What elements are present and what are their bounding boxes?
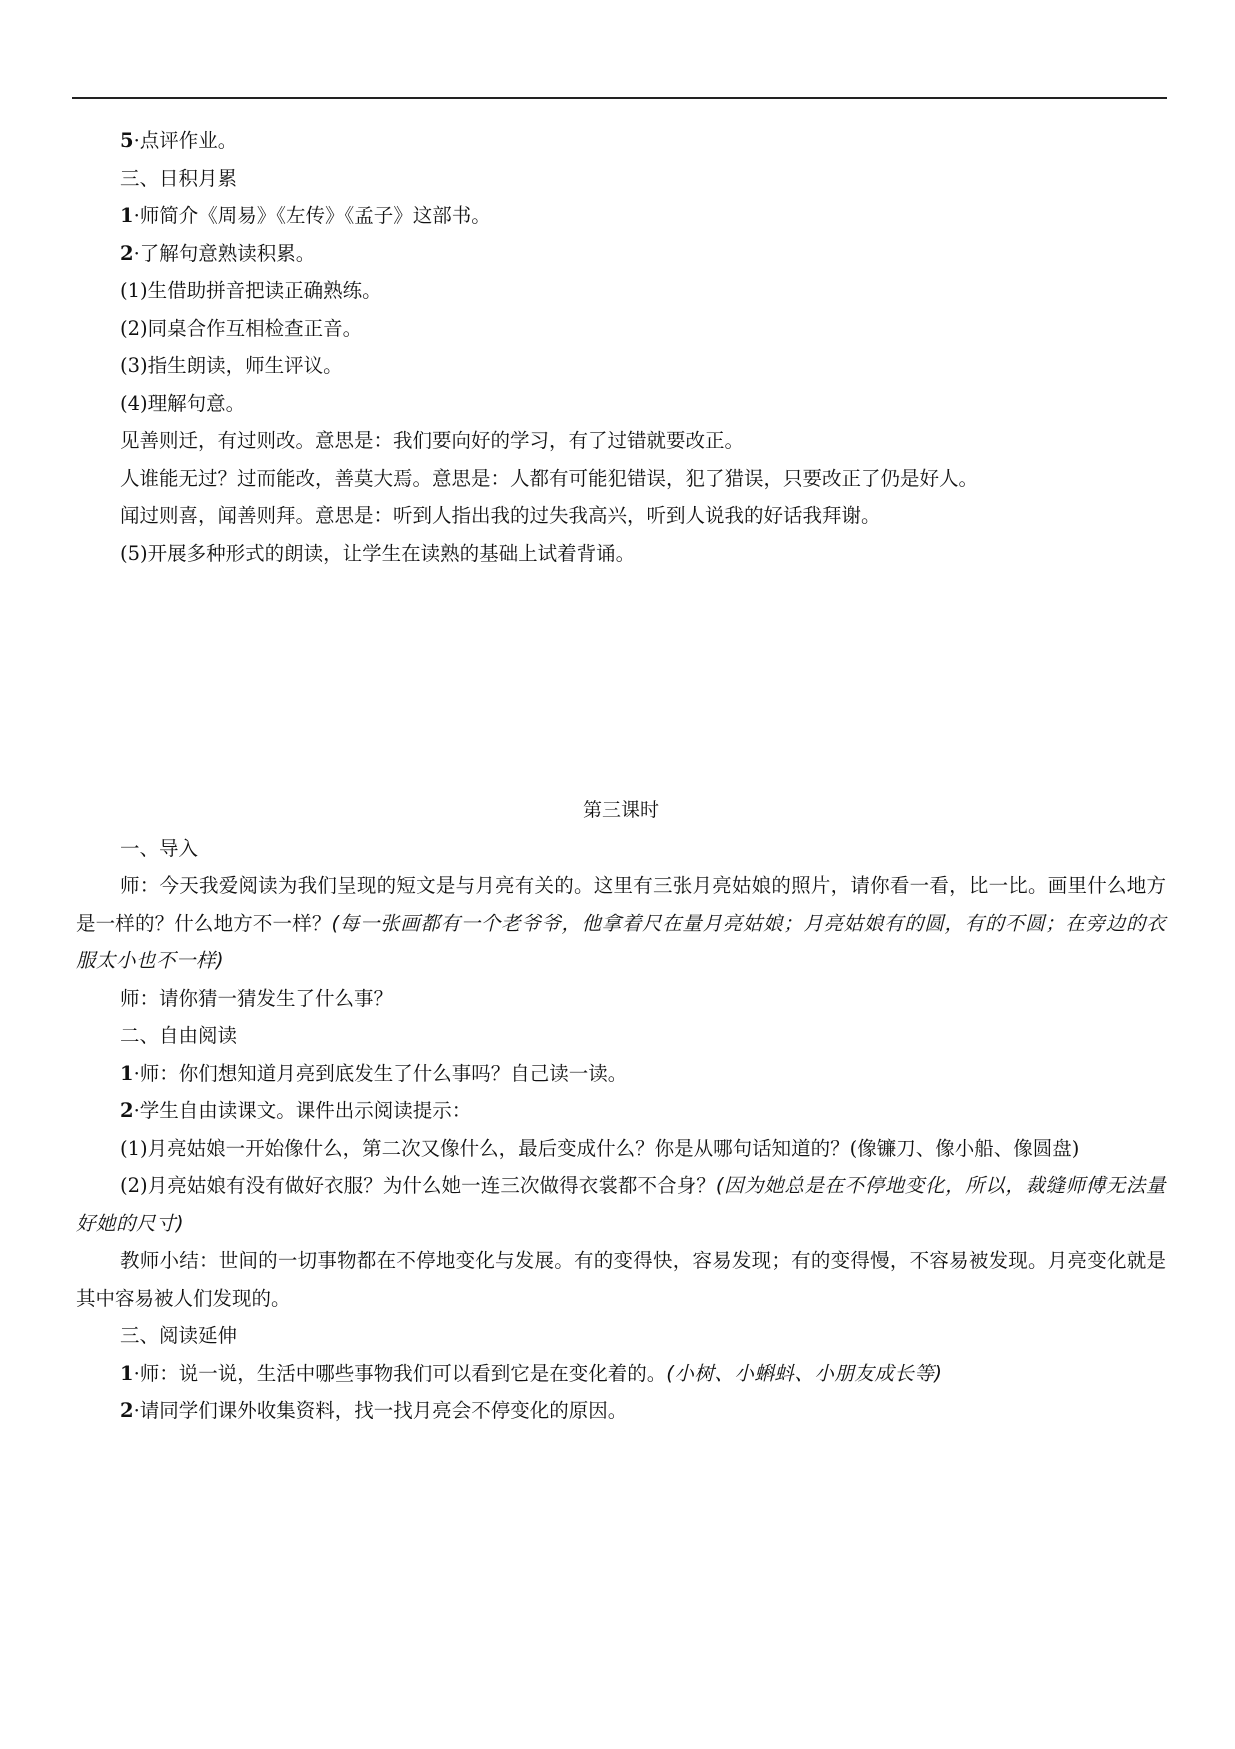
extension-item-1: 1·师：说一说，生活中哪些事物我们可以看到它是在变化着的。(小树、小蝌蚪、小朋友成长等)	[120, 1361, 943, 1385]
section-heading-3: 三、日积月累	[120, 166, 238, 190]
section-heading-2: 二、自由阅读	[120, 1024, 238, 1047]
sub-item-3: (3)指生朗读，师生评议。	[120, 354, 343, 377]
page-gap	[76, 572, 1166, 792]
reading-item-2: 2·学生自由读课文。课件出示阅读提示：	[120, 1099, 472, 1122]
extension-item-2: 2·请同学们课外收集资料，找一找月亮会不停变化的原因。	[120, 1399, 628, 1422]
section-heading-3b: 三、阅读延伸	[120, 1324, 238, 1347]
section-heading-1: 一、导入	[120, 836, 199, 860]
item-1: 1·师简介《周易》《左传》《孟子》这部书。	[120, 204, 491, 227]
proverb-2: 人谁能无过？过而能改，善莫大焉。意思是：人都有可能犯错误，犯了猎误，只要改正了仍是好人。	[120, 466, 979, 490]
document-body	[76, 122, 1166, 1430]
reading-item-1: 1·师：你们想知道月亮到底发生了什么事吗？自己读一读。	[120, 1061, 628, 1085]
lesson-title: 第三课时	[582, 799, 659, 821]
proverb-1: 见善则迁，有过则改。意思是：我们要向好的学习，有了过错就要改正。	[120, 429, 745, 452]
sub-item-1: (1)生借助拼音把读正确熟练。	[120, 279, 382, 302]
item-2: 2·了解句意熟读积累。	[120, 241, 316, 265]
proverb-3: 闻过则喜，闻善则拜。意思是：听到人指出我的过失我高兴，听到人说我的好话我拜谢。	[120, 504, 881, 527]
sub-item-5: (5)开展多种形式的朗读，让学生在读熟的基础上试着背诵。	[120, 541, 636, 565]
sub-item-2: (2)同桌合作互相检查正音。	[120, 316, 363, 340]
item-5: 5·点评作业。	[120, 129, 238, 152]
intro-paragraph: 师：今天我爱阅读为我们呈现的短文是与月亮有关的。这里有三张月亮姑娘的照片，请你看一看，比一比。画里什么地方是一样的？什么地方不一样？(每一张画都有一个老爷爷，他拿着尺在量月亮姑娘；月亮姑娘有的圆，有的不圆；在旁边的衣服太小也不一样)	[76, 874, 1166, 972]
question-1: (1)月亮姑娘一开始像什么，第二次又像什么，最后变成什么？你是从哪句话知道的？(像镰刀、像小船、像圆盘)	[120, 1136, 1080, 1160]
sub-item-4: (4)理解句意。	[120, 391, 246, 415]
teacher-summary: 教师小结：世间的一切事物都在不停地变化与发展。有的变得快，容易发现；有的变得慢，不容易被发现。月亮变化就是其中容易被人们发现的。	[76, 1249, 1166, 1310]
header-rule	[72, 97, 1167, 99]
question-2: (2)月亮姑娘有没有做好衣服？为什么她一连三次做得衣裳都不合身？(因为她总是在不停地变化，所以，裁缝师傅无法量好她的尺寸)	[76, 1174, 1166, 1235]
guess-line: 师：请你猜一猜发生了什么事？	[120, 986, 394, 1010]
